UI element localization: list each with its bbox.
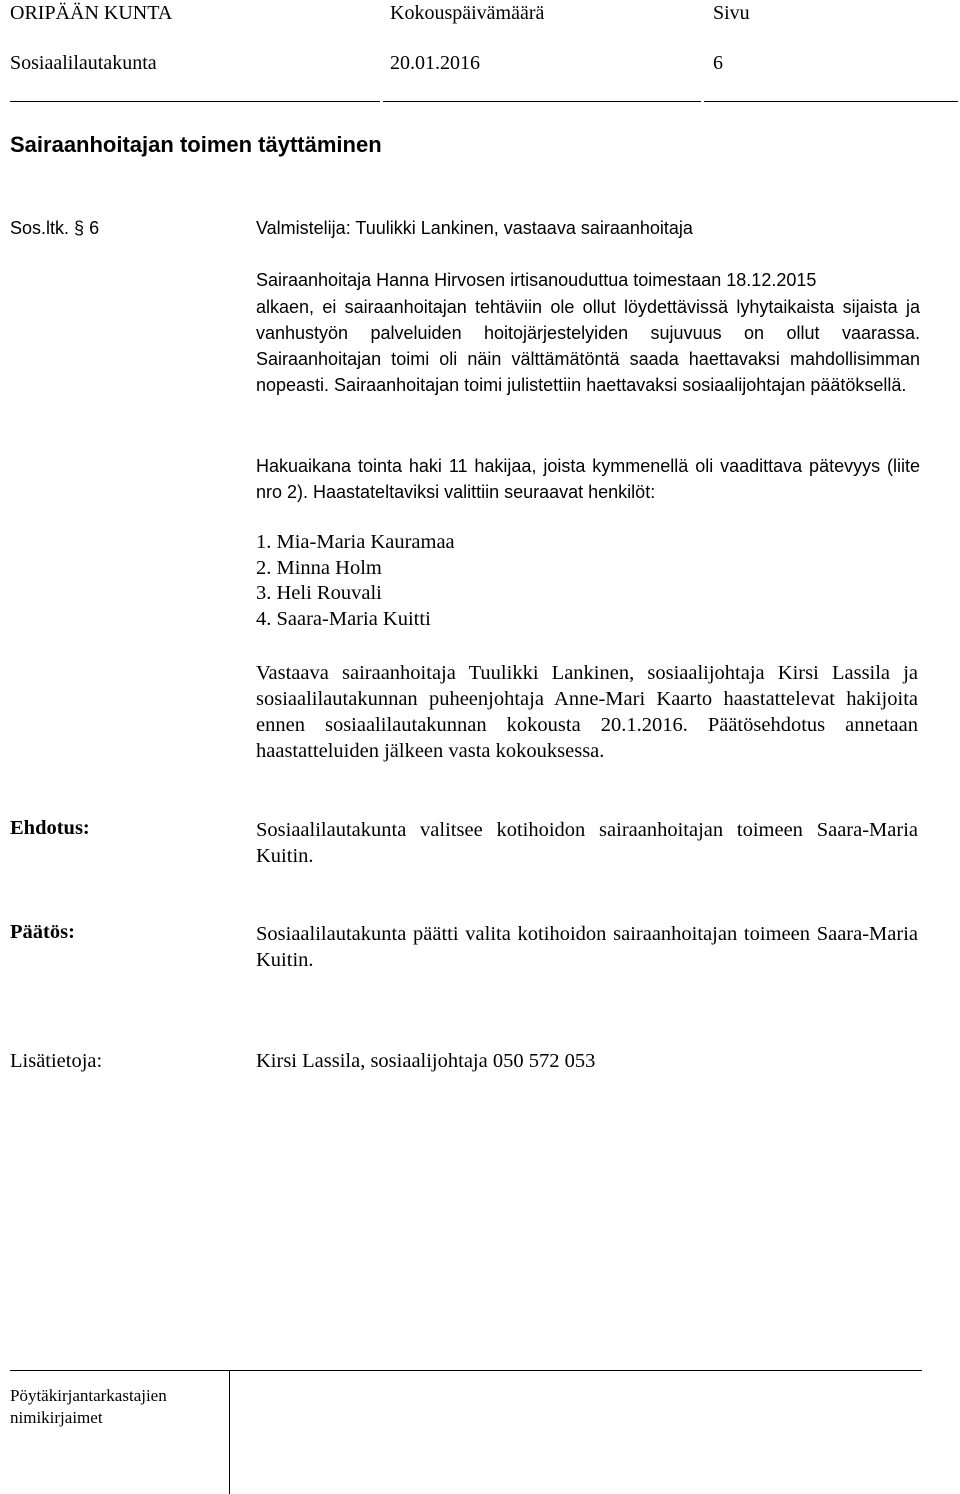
decision-text: Sosiaalilautakunta päätti valita kotihoidon sairaanhoitajan toimeen Saara-Maria Kuitin. (256, 923, 918, 971)
paragraph-3: Vastaava sairaanhoitaja Tuulikki Lankinen, sosiaalijohtaja Kirsi Lassila ja sosiaalilautakunnan puheenjohtaja Anne-Mari Kaarto haastattelevat hakijoita ennen sosiaalilautakunnan kokousta 20.1.2016. Päätösehdotus annetaan haastatteluiden jälkeen vasta kokouksessa. (256, 662, 918, 762)
candidate-list (256, 530, 918, 632)
page-title: Sairaanhoitajan toimen täyttäminen (10, 132, 382, 157)
header-rule-left (10, 101, 380, 102)
paragraph-2: Hakuaikana tointa haki 11 hakijaa, joista kymmenellä oli vaadittava pätevyys (liite nro 2). Haastateltaviksi valittiin seuraavat henkilöt: (256, 456, 920, 502)
proposal-label: Ehdotus: (10, 817, 90, 839)
info-label: Lisätietoja: (10, 1050, 103, 1072)
footer-initials-label-line1: Pöytäkirjantarkastajien (10, 1386, 167, 1405)
footer-divider (229, 1370, 230, 1494)
paragraph-1-first-line: Sairaanhoitaja Hanna Hirvosen irtisanouduttua toimestaan 18.12.2015 (256, 270, 817, 290)
section-number: 6 (89, 218, 100, 238)
committee-name: Sosiaalilautakunta (10, 52, 157, 74)
meeting-date: 20.01.2016 (390, 52, 480, 74)
footer-initials-label-line2: nimikirjaimet (10, 1408, 103, 1427)
header-rule-middle (383, 101, 701, 102)
header-rule-right (704, 101, 958, 102)
date-label: Kokouspäivämäärä (390, 2, 545, 24)
page-label: Sivu (713, 2, 750, 24)
section-symbol: § (74, 218, 85, 238)
footer-rule (10, 1370, 922, 1371)
page-number: 6 (713, 52, 723, 74)
list-item: 1. Mia-Maria Kauramaa (256, 531, 455, 553)
info-text: Kirsi Lassila, sosiaalijohtaja 050 572 053 (256, 1050, 596, 1072)
section-reference (10, 218, 99, 239)
proposal-text: Sosiaalilautakunta valitsee kotihoidon sairaanhoitajan toimeen Saara-Maria Kuitin. (256, 819, 918, 867)
list-item: 3. Heli Rouvali (256, 582, 382, 604)
decision-label: Päätös: (10, 921, 75, 943)
list-item: 4. Saara-Maria Kuitti (256, 607, 431, 630)
section-ref-label: Sos.ltk. (10, 218, 70, 238)
paragraph-1-body: alkaen, ei sairaanhoitajan tehtäviin ole ollut löydettävissä lyhytaikaista sijaista ja vanhustyön palveluiden hoitojärjestelyiden sujuvuus on ollut vaarassa. Sairaanhoitajan toimi oli näin välttämätöntä saada haettavaksi mahdollisimman nopeasti. Sairaanhoitajan toimi julistettiin haettavaksi sosiaalijohtajan päätöksellä. (256, 297, 920, 395)
municipality-name: ORIPÄÄN KUNTA (10, 2, 173, 24)
list-item: 2. Minna Holm (256, 556, 382, 579)
preparer: Valmistelija: Tuulikki Lankinen, vastaava sairaanhoitaja (256, 218, 693, 238)
